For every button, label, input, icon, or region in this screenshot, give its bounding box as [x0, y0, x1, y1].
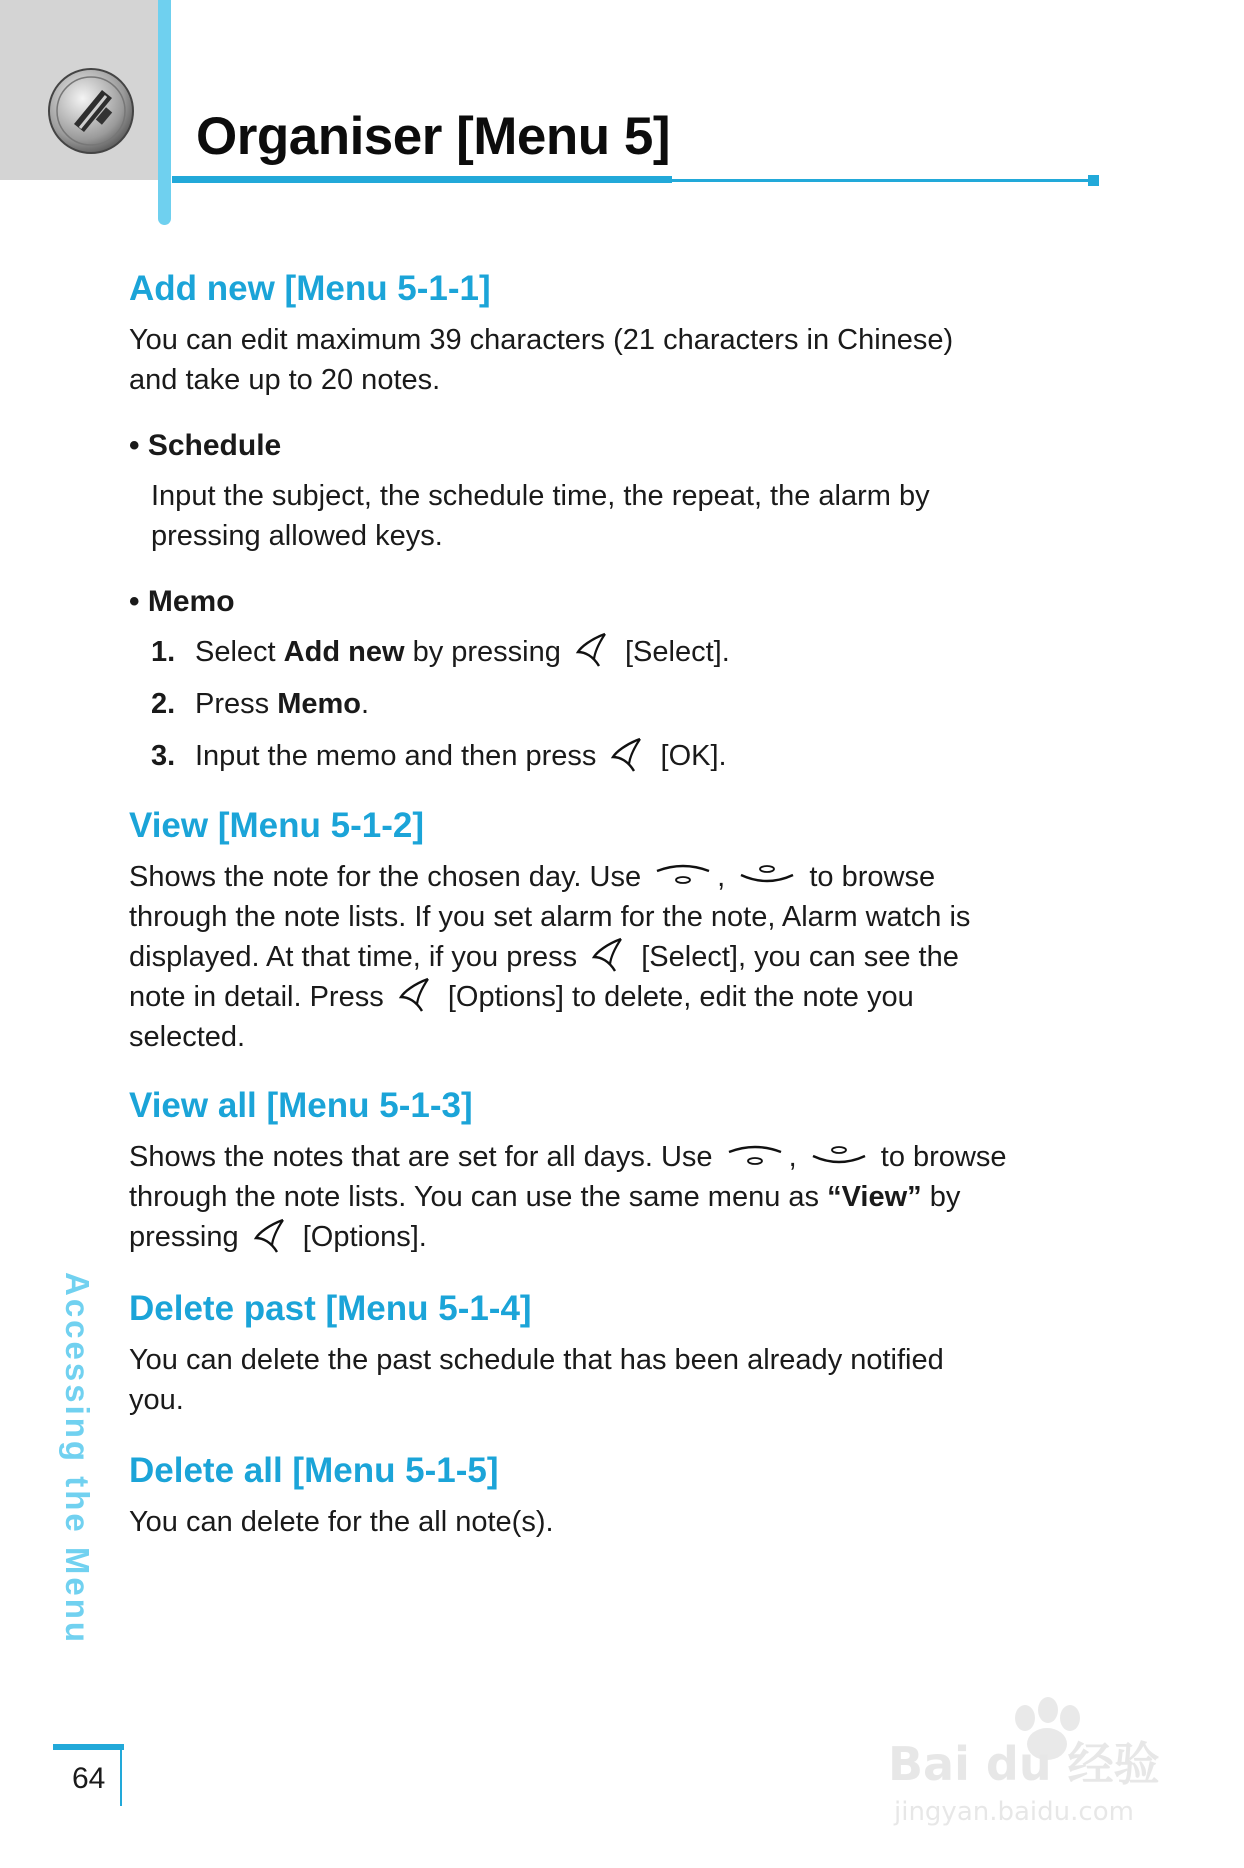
section-heading-add-new: Add new [Menu 5-1-1] — [129, 269, 491, 308]
view-text: displayed. At that time, if you press — [129, 940, 578, 973]
step-text: . — [360, 688, 370, 721]
view-body-line — [129, 857, 1089, 897]
title-rule-end-square — [1088, 175, 1099, 186]
watermark-brand: Bai du 经验 — [888, 1737, 1160, 1791]
left-soft-key-icon — [575, 631, 611, 669]
left-soft-key-icon — [253, 1217, 289, 1255]
organiser-clip-icon — [46, 66, 136, 156]
view-text: Shows the note for the chosen day. Use — [129, 860, 642, 893]
page-number-divider — [120, 1744, 122, 1806]
view-text: note in detail. Press — [129, 981, 384, 1014]
view-body-line: through the note lists. If you set alarm for the note, Alarm watch is — [129, 900, 971, 933]
memo-step — [129, 684, 1089, 724]
view-text: , — [717, 860, 726, 893]
view-body-line — [129, 937, 1089, 977]
step-bold-text: Add new — [283, 636, 405, 668]
memo-step — [129, 632, 1089, 672]
step-number: 3. — [151, 740, 176, 773]
baidu-watermark — [880, 1680, 1180, 1830]
left-soft-key-icon — [398, 976, 434, 1014]
view-body-line: selected. — [129, 1021, 246, 1054]
section-heading-delete-all: Delete all [Menu 5-1-5] — [129, 1450, 499, 1490]
view-all-body-line — [129, 1177, 1089, 1217]
header-vertical-bar — [158, 0, 171, 225]
side-section-label: Accessing the Menu — [59, 1272, 96, 1646]
watermark-url: jingyan.baidu.com — [894, 1797, 1134, 1827]
up-nav-key-icon — [727, 1144, 783, 1168]
memo-label: • Memo — [129, 585, 235, 618]
step-text: Input the memo and then press — [195, 740, 597, 773]
add-new-body-line: and take up to 20 notes. — [129, 364, 441, 396]
view-text: to browse — [809, 860, 936, 893]
section-heading-view-all: View all [Menu 5-1-3] — [129, 1086, 473, 1126]
view-text: [Options] to delete, edit the note you — [447, 981, 914, 1014]
view-all-text: through the note lists. You can use the same menu as — [129, 1181, 828, 1214]
delete-past-body-line: You can delete the past schedule that has been already notified — [129, 1343, 944, 1376]
step-text: by pressing — [404, 636, 561, 668]
step-text: [OK]. — [660, 740, 727, 773]
step-text: [Select]. — [625, 636, 730, 668]
page-number-rule — [53, 1744, 124, 1750]
view-body-line — [129, 977, 1089, 1017]
schedule-label: • Schedule — [129, 429, 282, 462]
left-soft-key-icon — [591, 936, 627, 974]
view-all-text: to browse — [880, 1141, 1007, 1174]
schedule-body-line: pressing allowed keys. — [151, 520, 443, 552]
view-all-bold-text: “View” — [827, 1181, 922, 1214]
page-content — [129, 268, 1089, 1542]
up-nav-key-icon — [655, 863, 711, 887]
view-all-text: Shows the notes that are set for all days. Use — [129, 1141, 713, 1174]
step-number: 1. — [151, 636, 176, 668]
page-number: 64 — [72, 1762, 106, 1795]
step-bold-text: Memo — [277, 688, 361, 721]
step-text: Press — [195, 688, 278, 721]
section-heading-view: View [Menu 5-1-2] — [129, 805, 424, 845]
delete-past-body-line: you. — [129, 1383, 184, 1416]
schedule-body-line: Input the subject, the schedule time, the repeat, the alarm by — [151, 480, 930, 512]
view-all-text: by — [921, 1181, 961, 1214]
down-nav-key-icon — [811, 1144, 867, 1168]
memo-step — [129, 736, 1089, 776]
down-nav-key-icon — [739, 863, 795, 887]
view-all-body-line — [129, 1217, 1089, 1257]
step-number: 2. — [151, 688, 176, 721]
title-rule-thin — [672, 179, 1090, 182]
view-text: [Select], you can see the — [641, 940, 959, 973]
page-title: Organiser [Menu 5] — [196, 107, 670, 166]
section-heading-delete-past: Delete past [Menu 5-1-4] — [129, 1288, 532, 1328]
view-all-text: , — [788, 1141, 797, 1174]
step-text: Select — [195, 636, 284, 668]
delete-all-body-line: You can delete for the all note(s). — [129, 1505, 554, 1538]
view-all-body-line — [129, 1137, 1089, 1177]
left-soft-key-icon — [610, 736, 646, 774]
view-all-text: pressing — [129, 1221, 239, 1254]
add-new-body-line: You can edit maximum 39 characters (21 characters in Chinese) — [129, 324, 954, 356]
title-rule — [172, 176, 672, 183]
view-all-text: [Options]. — [302, 1221, 427, 1254]
